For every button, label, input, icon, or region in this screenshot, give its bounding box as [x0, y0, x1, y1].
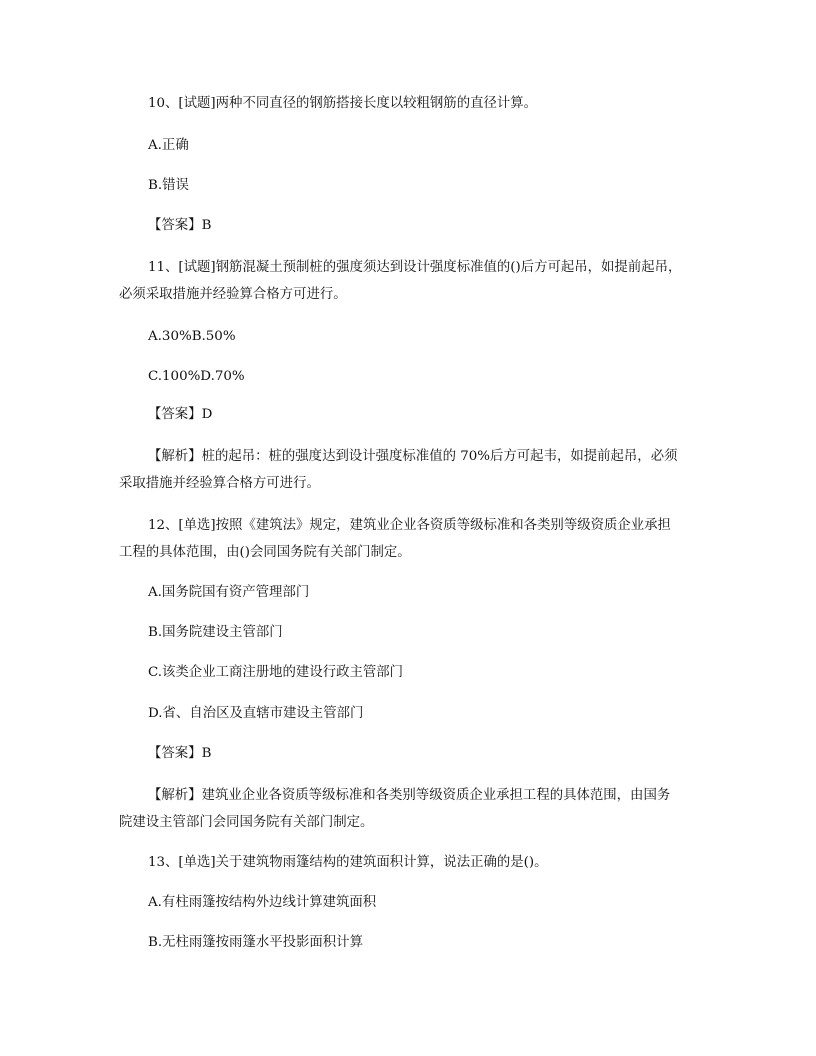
q13-option-b: B.无柱雨篷按雨篷水平投影面积计算 [148, 935, 363, 950]
answer-tag: 【答案】 [148, 746, 202, 761]
q12-answer [148, 744, 211, 764]
answer-tag: 【答案】 [148, 218, 202, 233]
q10-option-b: B.错误 [148, 178, 189, 193]
q10-answer [148, 216, 211, 236]
q12-option-a: A.国务院国有资产管理部门 [148, 585, 310, 600]
q12-stem-line2: 工程的具体范围，由()会同国务院有关部门制定。 [119, 545, 411, 560]
answer-value: B [201, 218, 212, 233]
q11-option-cd: C.100%D.70% [148, 369, 245, 384]
q12-analysis-line1 [148, 786, 670, 806]
q12-option-c: C.该类企业工商注册地的建设行政主管部门 [148, 665, 404, 680]
q11-analysis-line1 [148, 447, 677, 467]
q12-stem-line1: 12、[单选]按照《建筑法》规定，建筑业企业各资质等级标准和各类别等级资质企业承担 [148, 518, 671, 533]
q10-stem: 10、[试题]两种不同直径的钢筋搭接长度以较粗钢筋的直径计算。 [148, 96, 538, 111]
q12-option-b: B.国务院建设主管部门 [148, 625, 283, 640]
analysis-text: 桩的起吊：桩的强度达到设计强度标准值的 70%后方可起韦，如提前起吊，必须 [201, 449, 678, 464]
q12-option-d: D.省、自治区及直辖市建设主管部门 [148, 706, 364, 721]
q13-stem: 13、[单选]关于建筑物雨篷结构的建筑面积计算，说法正确的是()。 [148, 855, 548, 870]
q10-option-a: A.正确 [148, 138, 189, 153]
q11-option-ab: A.30%B.50% [148, 329, 236, 344]
analysis-tag: 【解析】 [148, 449, 202, 464]
q11-analysis-line2: 采取措施并经验算合格方可进行。 [119, 476, 320, 491]
q11-stem-line2: 必须采取措施并经验算合格方可进行。 [119, 287, 347, 302]
analysis-tag: 【解析】 [148, 788, 202, 803]
analysis-text: 建筑业企业各资质等级标准和各类别等级资质企业承担工程的具体范围，由国务 [201, 788, 671, 803]
q12-analysis-line2: 院建设主管部门会同国务院有关部门制定。 [119, 815, 374, 830]
answer-value: B [201, 746, 212, 761]
q11-stem-line1: 11、[试题]钢筋混凝土预制桩的强度须达到设计强度标准值的()后方可起吊，如提前起吊， [148, 260, 682, 275]
answer-value: D [201, 407, 213, 422]
q13-option-a: A.有柱雨篷按结构外边线计算建筑面积 [148, 895, 377, 910]
q11-answer [148, 405, 212, 425]
answer-tag: 【答案】 [148, 407, 202, 422]
